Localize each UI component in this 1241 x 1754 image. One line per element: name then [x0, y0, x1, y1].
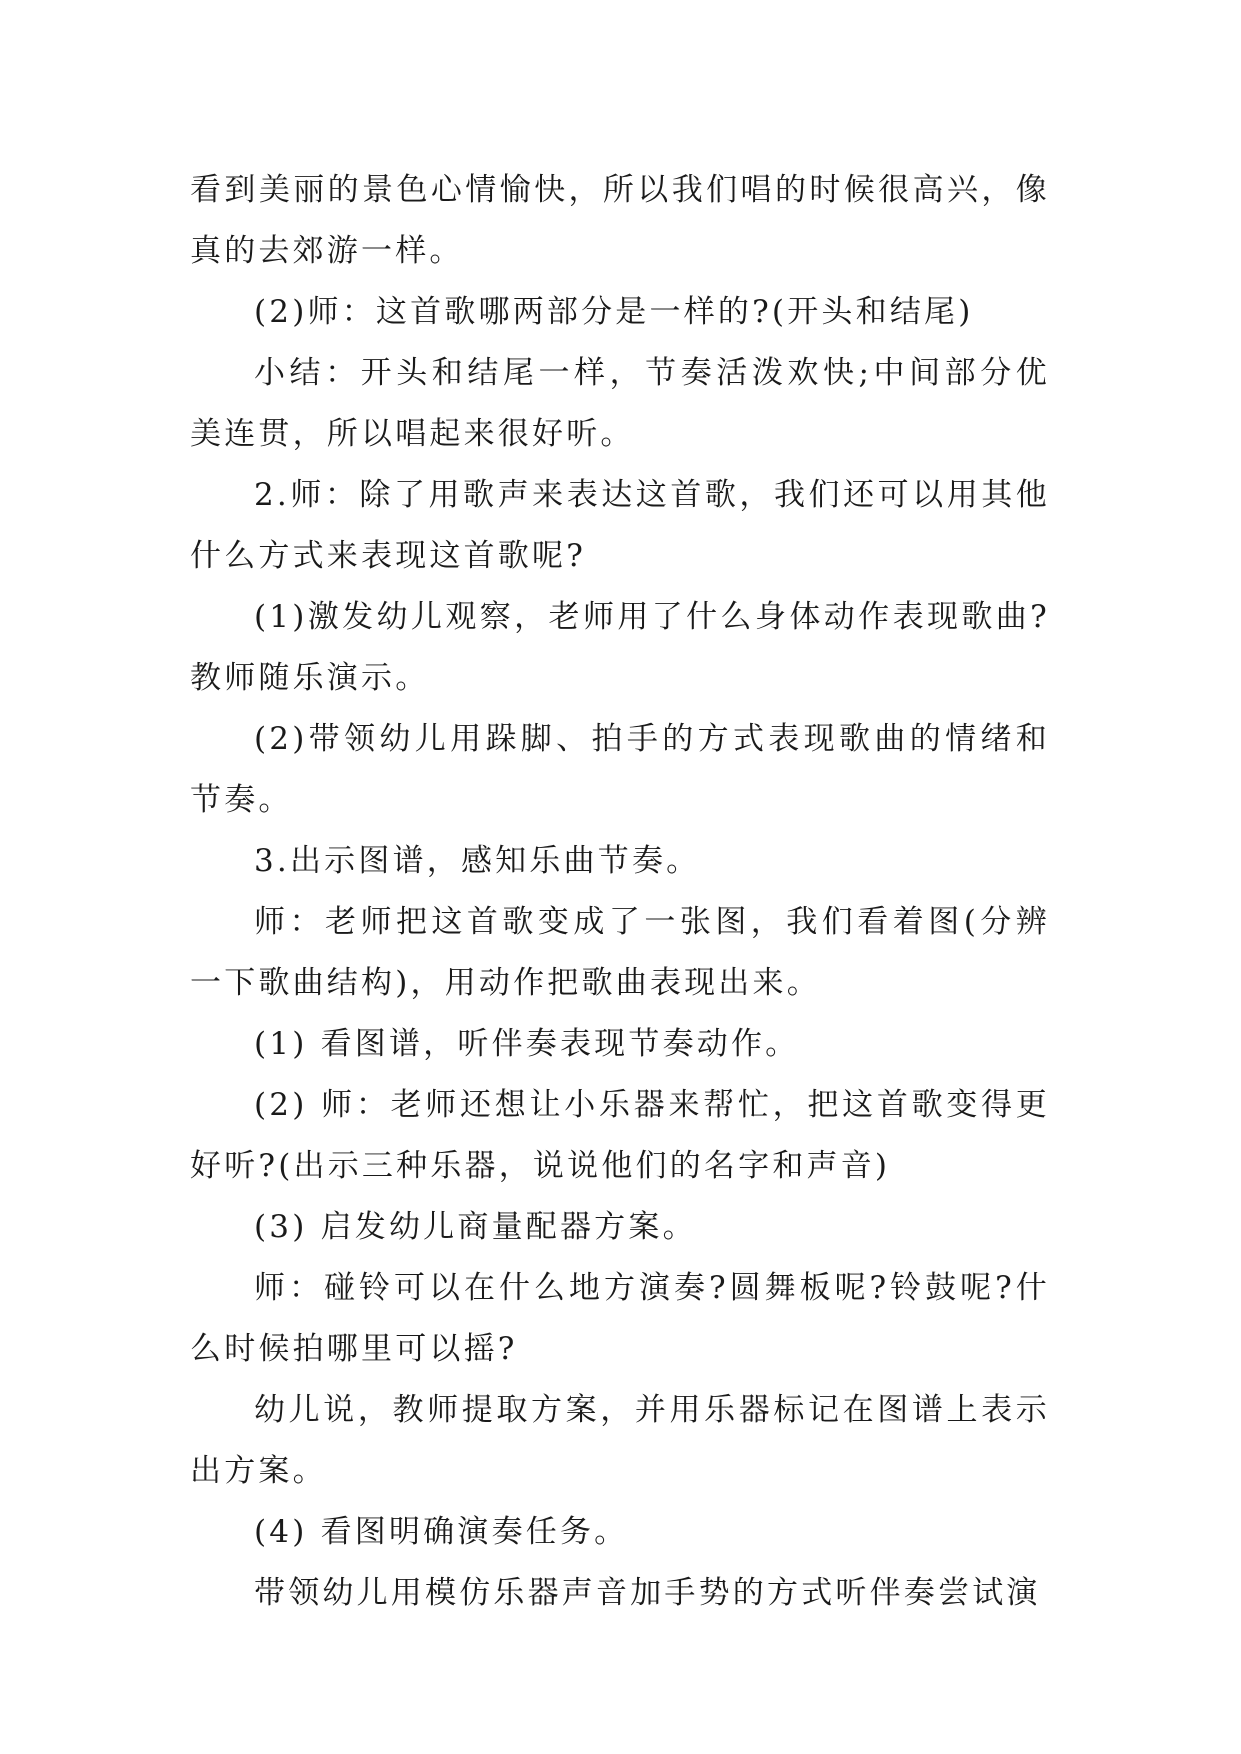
paragraph-15: 带领幼儿用模仿乐器声音加手势的方式听伴奏尝试演 [254, 1575, 1041, 1611]
paragraph-5: (1)激发幼儿观察，老师用了什么身体动作表现歌曲?教师随乐演示。 [190, 599, 1050, 696]
paragraph-10: (2) 师：老师还想让小乐器来帮忙，把这首歌变得更好听?(出示三种乐器，说说他们的名字和声音) [190, 1087, 1050, 1184]
paragraph-9: (1) 看图谱，听伴奏表现节奏动作。 [254, 1026, 800, 1062]
paragraph-2: (2)师：这首歌哪两部分是一样的?(开头和结尾) [254, 294, 974, 330]
paragraph-12: 师：碰铃可以在什么地方演奏?圆舞板呢?铃鼓呢?什么时候拍哪里可以摇? [190, 1270, 1050, 1367]
paragraph-14: (4) 看图明确演奏任务。 [254, 1514, 629, 1550]
paragraph-7: 3.出示图谱，感知乐曲节奏。 [254, 843, 701, 879]
document-body [190, 160, 1050, 1624]
paragraph-11: (3) 启发幼儿商量配器方案。 [254, 1209, 697, 1245]
paragraph-4: 2.师：除了用歌声来表达这首歌，我们还可以用其他什么方式来表现这首歌呢? [190, 477, 1050, 574]
paragraph-13: 幼儿说，教师提取方案，并用乐器标记在图谱上表示出方案。 [190, 1392, 1050, 1489]
paragraph-1: 看到美丽的景色心情愉快，所以我们唱的时候很高兴，像真的去郊游一样。 [190, 172, 1050, 269]
paragraph-3: 小结：开头和结尾一样，节奏活泼欢快;中间部分优美连贯，所以唱起来很好听。 [190, 355, 1050, 452]
paragraph-8: 师：老师把这首歌变成了一张图，我们看着图(分辨一下歌曲结构)，用动作把歌曲表现出来。 [190, 904, 1050, 1001]
paragraph-6: (2)带领幼儿用跺脚、拍手的方式表现歌曲的情绪和节奏。 [190, 721, 1050, 818]
